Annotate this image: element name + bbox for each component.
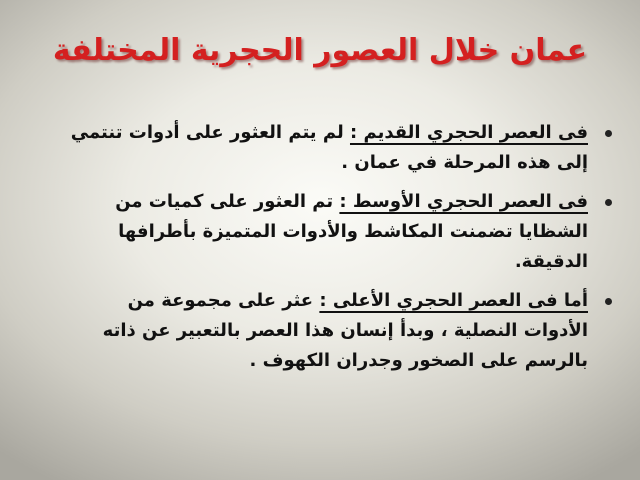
bullet-dot-icon xyxy=(605,130,612,137)
bullet-list xyxy=(58,118,614,385)
bullet-dot-icon xyxy=(605,199,612,206)
bullet-text: لم يتم العثور على أدوات تنتمي إلى هذه المرحلة في عمان . xyxy=(70,122,588,173)
bullet-item-paleolithic xyxy=(58,118,614,178)
bullet-text: تم العثور على كميات من الشظايا تضمنت المكاشط والأدوات المتميزة بأطرافها الدقيقة. xyxy=(115,191,588,272)
slide-title: عمان خلال العصور الحجرية المختلفة xyxy=(52,33,588,68)
bullet-item-upper-paleolithic xyxy=(58,286,614,376)
bullet-heading: فى العصر الحجري الأوسط : xyxy=(339,191,588,212)
bullet-text: عثر على مجموعة من الأدوات النصلية ، وبدأ إنسان هذا العصر بالتعبير عن ذاته بالرسم على الصخور وجدران الكهوف . xyxy=(102,290,588,371)
bullet-item-mesolithic xyxy=(58,187,614,277)
bullet-dot-icon xyxy=(605,298,612,305)
bullet-heading: فى العصر الحجري القديم : xyxy=(349,122,588,143)
bullet-heading: أما فى العصر الحجري الأعلى : xyxy=(319,290,588,311)
